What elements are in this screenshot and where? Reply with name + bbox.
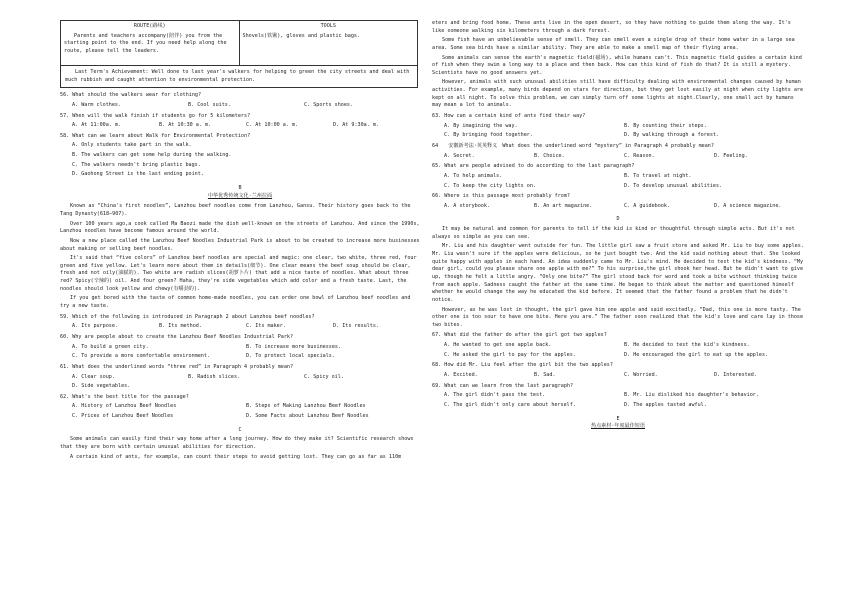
passage-b-p5: If you get bored with the taste of common home-made noodles, you can order one bowl of Lanzhou beef noodles and try a new taste. — [60, 295, 411, 310]
question-63: 63. How can a certain kind of ants find their way? — [432, 113, 586, 120]
question-57-options — [60, 122, 420, 130]
option-b: B. Radish slices. — [188, 373, 241, 380]
option-c: C. By bringing food together. — [444, 132, 533, 139]
option-a: A. Warm clothes. — [72, 101, 122, 108]
passage-b-p1: Known as “China's first noodles”, Lanzhou beef noodles come from Lanzhou, Gansu. Their history goes back to the Tang Dynasty(618—907). — [60, 203, 411, 217]
question-69-options-ab — [432, 392, 804, 400]
section-e-title: 热点素材·年度最佳短语 — [590, 423, 645, 430]
option-a: A. A storybook. — [444, 202, 491, 209]
section-e-letter: E — [616, 415, 620, 422]
tools-text: Shovels(铁锹), gloves and plastic bags. — [242, 32, 361, 39]
passage-c-p2: A certain kind of ants, for example, can count their steps to avoid getting lost. They can go as far as 110m — [70, 453, 402, 460]
question-68-options — [432, 372, 804, 380]
question-67: 67. What did the father do after the girl got two apples? — [432, 332, 607, 339]
section-c-letter: C — [238, 426, 242, 433]
option-b: B. Choice. — [534, 152, 565, 159]
option-c: C. The walkers needn't bring plastic bags. — [72, 161, 201, 168]
question-63-options-cd — [432, 132, 804, 140]
question-61-options — [60, 374, 420, 382]
option-c: C. A guidebook. — [624, 202, 671, 209]
option-a: A. To build a green city. — [72, 343, 149, 350]
option-d: D. Side vegetables. — [72, 383, 131, 390]
option-b: B. At 10:30 a. m. — [159, 122, 212, 129]
option-d: D. Its results. — [333, 323, 380, 330]
option-a: A. Excited. — [444, 371, 478, 378]
section-d-letter: D — [616, 216, 620, 223]
passage-c-p3: Some fish have an unbelievable sense of smell. They can smell even a single drop of their home water in a large sea area. Some sea birds have a similar ability. They are able to make a smell map of their flying area. — [432, 37, 795, 51]
option-d: D. To protect local specials. — [246, 353, 335, 360]
option-d: D. The apples tasted awful. — [624, 401, 707, 408]
question-66: 66. Where is this passage most probably from? — [432, 193, 571, 200]
question-58: 58. What can we learn about Walk for Environmental Protection? — [60, 132, 251, 139]
option-c: C. To provide a more comfortable environment. — [72, 353, 211, 360]
question-64-options — [432, 153, 804, 161]
option-b: B. By counting their steps. — [624, 122, 707, 129]
option-a: A. Secret. — [444, 152, 475, 159]
option-a: A. By imagining the way. — [444, 122, 518, 129]
question-56: 56. What should the walkers wear for clothing? — [60, 92, 202, 99]
question-56-options — [60, 102, 420, 110]
option-b: B. The walkers can get some help during the walking. — [72, 152, 232, 159]
passage-b-p4: It's said that “five colors” of Lanzhou beef noodles are special and magic: one clear, two white, three red, four green and five yellow. Let's learn more about them in details(细节). One clear means the beef soup should be clear, fresh and not oily(油腻的). Two white are radish slices(胡萝卜片) that add a nice taste of noodles. What about three red? Spicy(辛辣的) oil. And four green? Haha, they're side vegetables which add color and a fresh taste. Last, the noodles should look yellow and chewy(有嚼劲的). — [60, 255, 417, 292]
option-c: C. Prices of Lanzhou Beef Noodles — [72, 413, 174, 420]
question-62-options-ab — [60, 403, 420, 411]
option-b: B. Steps of Making Lanzhou Beef Noodles — [246, 403, 366, 410]
option-d: D. To develop unusual abilities. — [624, 182, 723, 189]
question-60: 60. Why are people about to create the Lanzhou Beef Noodles Industrial Park? — [60, 333, 294, 340]
passage-c-p1: Some animals can easily find their way home after a long journey. How do they make it? Scientific research shows that they are born with certain unusual abilities for direction. — [60, 436, 414, 450]
passage-d-p2: Mr. Liu and his daughter went outside for fun. The little girl saw a fruit store and asked Mr. Liu to buy some apples. Mr. Liu wasn't sure if the apples were delicious, so he just bought two. And the kid said nothing about that. She looked quite happy with apples in each hand. An idea suddenly came to Mr. Liu's mind. He decided to test the kid's kindness. “My dear girl, could you please share one apple with me?” To his surprise,the girl shook her head. But he didn't want to give up, though he felt a little angry. “Only one bite?” The girl stood back for word and took a bite without thinking twice from each apple. Sadness caught the father at the same time. He began to think about the matter and questioned himself whether he would change the way he educated the kid before. It seemed that the father found a problem that he didn't notice. — [432, 243, 804, 303]
option-a: A. At 11:00a. m. — [72, 122, 122, 129]
option-b: B. To travel at night. — [624, 172, 692, 179]
tools-header: TOOLS — [320, 23, 336, 29]
route-tools-table — [60, 20, 418, 88]
passage-d-p1: It may be natural and common for parents to tell if the kid is kind or thoughtful through simple acts. But it's not always so simple as you can see. — [432, 226, 795, 240]
option-c: C. Reason. — [624, 152, 655, 159]
question-61: 61. What does the underlined words “three red” in Paragraph 4 probably mean? — [60, 363, 294, 370]
option-d: D. Gaohong Street is the last ending point. — [72, 171, 204, 178]
option-d: D. A science magazine. — [714, 202, 782, 209]
option-b: B. Cool suits. — [188, 101, 231, 108]
question-57: 57. When will the walk finish if students go for 5 kilometers? — [60, 112, 251, 119]
option-b: B. Its method. — [159, 323, 202, 330]
section-b-title: 中华优秀传统文化·兰州拉面 — [207, 192, 273, 199]
question-59-options — [60, 323, 420, 331]
option-c: C. At 10:00 a. m. — [246, 122, 299, 129]
route-header: ROUTE(路线) — [133, 23, 166, 29]
option-d: D. Interested. — [714, 371, 757, 378]
route-text: Parents and teachers accompany(陪伴) you from the starting point to the end. If you need help along the route, please tell the leaders. — [64, 32, 227, 54]
option-c: C. He asked the girl to pay for the apples. — [444, 351, 576, 358]
question-60-options-ab — [60, 344, 420, 352]
passage-b-p2: Over 100 years ago,a cook called Ma Baozi made the dish well-known on the streets of Lanzhou. And since the 1990s, Lanzhou noodles have become famous around the world. — [60, 220, 420, 235]
tools-cell — [239, 21, 418, 65]
question-69-options-cd — [432, 402, 804, 410]
option-d: D. By walking through a forest. — [624, 132, 720, 139]
right-column — [432, 20, 804, 431]
option-a: A. The girl didn't pass the test. — [444, 392, 546, 399]
option-b: B. Sad. — [534, 371, 556, 378]
option-a: A. To help animals. — [444, 172, 503, 179]
option-a: A. Only students take part in the walk. — [72, 142, 192, 149]
option-a: A. History of Lanzhou Beef Noodles — [72, 403, 177, 410]
achievement-text: Last Term's Achievement: Well done to last year's walkers for helping to green the city streets and deal with much rubbish and caught attention to environmental protection. — [65, 69, 410, 83]
option-a: A. Its purpose. — [72, 323, 119, 330]
question-60-options-cd — [60, 353, 420, 361]
option-d: D. At 9:30a. m. — [333, 122, 380, 129]
question-67-options-cd — [432, 352, 804, 360]
option-d: D. Feeling. — [714, 152, 748, 159]
option-b: B. Mr. Liu disliked his daughter's behavior. — [624, 392, 759, 399]
achievement-row — [61, 65, 417, 87]
option-c: C. Its maker. — [246, 323, 286, 330]
question-66-options — [432, 203, 804, 211]
option-c: C. Sports shoes. — [304, 101, 354, 108]
question-69: 69. What can we learn from the last paragraph? — [432, 382, 574, 389]
passage-c-p2-cont: eters and bring food home. These ants live in the open desert, so they have nothing to guide them along the way. It's like someone walking six kilometers through a dark forest. — [432, 20, 791, 34]
option-c: C. To keep the city lights on. — [444, 182, 537, 189]
question-62-options-cd — [60, 413, 420, 421]
question-65-options-ab — [432, 173, 804, 181]
question-59: 59. Which of the following is introduced in Paragraph 2 about Lanzhou beef noodles? — [60, 313, 315, 320]
passage-c-p5: However, animals with such unusual abilities still have difficulty dealing with environmental changes caused by human activities. For example, many birds depend on stars for direction, but they get lost easily at night when city lights are kept on all night. To solve this problem, we can simply turn off some lights at night.Clearly, one small act by humans may mean a lot to animals. — [432, 79, 804, 109]
question-62: 62. What's the best title for the passage? — [60, 393, 189, 400]
question-65: 65. What are people advised to do according to the last paragraph? — [432, 163, 635, 170]
question-68: 68. How did Mr. Liu feel after the girl bit the two apples? — [432, 362, 613, 369]
option-b: B. An art magazine. — [534, 202, 593, 209]
passage-d-p3: However, as he was lost in thought, the girl gave him one apple and said excitedly, “Dad, this one is more tasty. The other one is too sour to have one bite. Here you are.” The father soon realized that the kid's love and care lay in those two bites. — [432, 306, 804, 328]
option-a: A. Clear soup. — [72, 373, 115, 380]
question-64: 64 安徽新考法·英英释义 What does the underlined word “mystery” in Paragraph 4 probably mean? — [432, 142, 714, 149]
option-d: D. Some Facts about Lanzhou Beef Noodles — [246, 413, 369, 420]
route-cell — [61, 21, 239, 65]
option-a: A. He wanted to get one apple back. — [444, 342, 552, 349]
passage-c-p4: Some animals can sense the earth's magnetic field(磁场), while humans can't. This magnetic field guides a certain kind of fish when they swim a long way to a place and then back. How can this kind of fish do that? It is still a mystery. Scientists have no good answers yet. — [432, 54, 802, 76]
section-b-letter: B — [238, 185, 242, 192]
option-b: B. To increase more businesses. — [246, 343, 342, 350]
option-c: C. The girl didn't only care about herself. — [444, 401, 576, 408]
question-63-options-ab — [432, 123, 804, 131]
question-67-options-ab — [432, 342, 804, 350]
option-b: B. He decided to test the kid's kindness. — [624, 342, 750, 349]
left-column — [60, 20, 420, 461]
option-c: C. Worried. — [624, 371, 658, 378]
option-d: D. He encouraged the girl to eat up the apples. — [624, 351, 769, 358]
passage-b-p3: Now a new place called the Lanzhou Beef Noodles Industrial Park is about to be created to increase more businesses about making or selling beef noodles. — [60, 237, 420, 252]
question-65-options-cd — [432, 183, 804, 191]
option-c: C. Spicy oil. — [304, 373, 344, 380]
